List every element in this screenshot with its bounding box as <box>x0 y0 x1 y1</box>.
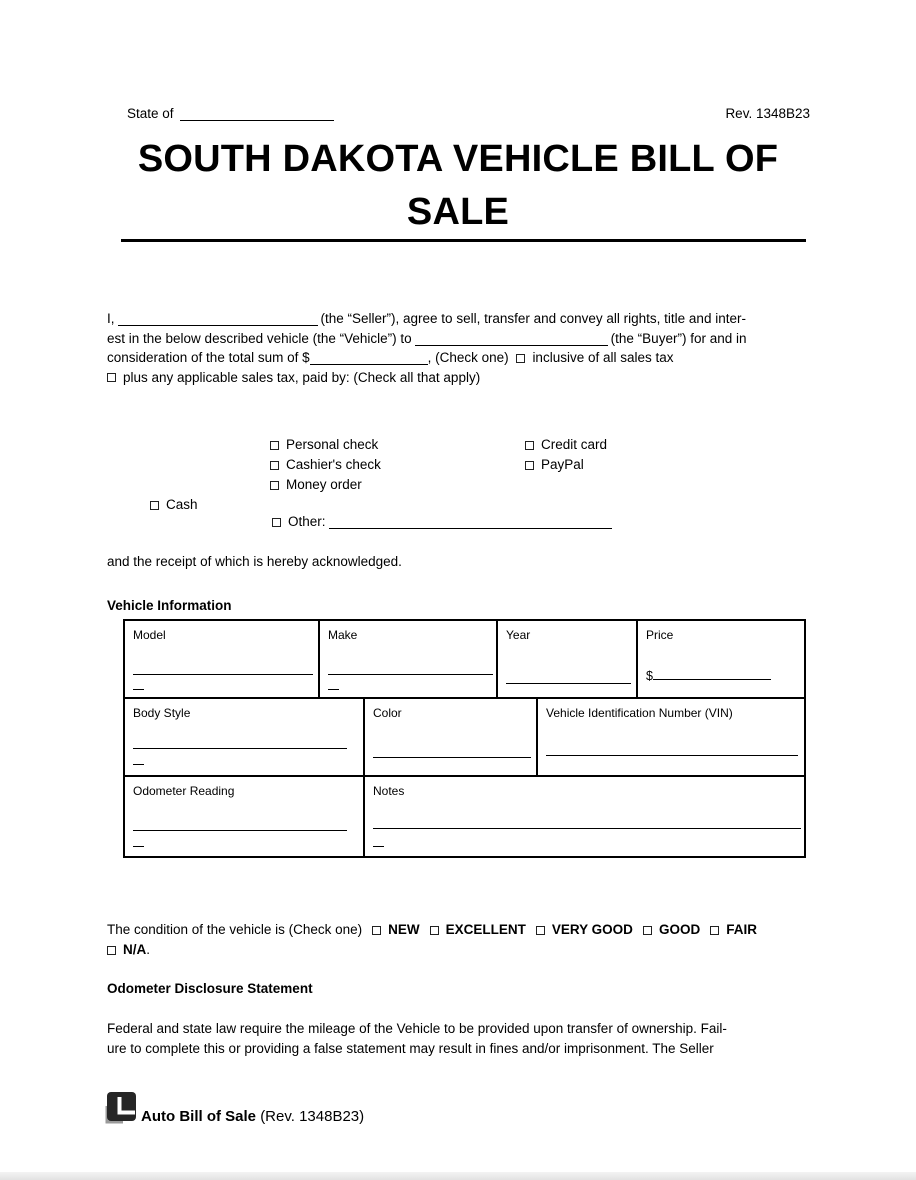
payment-option-credit-card: Credit card <box>525 435 607 455</box>
vehicle-information-table <box>123 619 806 858</box>
intro-line3: consideration of the total sum of $ , (Check one) inclusive of all sales tax <box>107 350 674 365</box>
other-payment-field[interactable] <box>329 515 612 529</box>
model-cell[interactable] <box>125 621 320 697</box>
model-label: Model <box>133 628 166 642</box>
odometer-field-wrap <box>133 846 144 847</box>
payment-option-personal-check: Personal check <box>270 435 378 455</box>
odometer-cell[interactable] <box>125 777 365 856</box>
condition-fair-checkbox[interactable] <box>710 926 719 935</box>
l-bracket-logo-icon <box>104 1091 138 1125</box>
make-field[interactable] <box>328 674 493 675</box>
page-title <box>115 133 801 239</box>
personal-check-checkbox[interactable] <box>270 441 279 450</box>
condition-good-checkbox[interactable] <box>643 926 652 935</box>
vin-label: Vehicle Identification Number (VIN) <box>546 706 733 720</box>
revision-number: Rev. 1348B23 <box>725 106 810 121</box>
body-style-label: Body Style <box>133 706 191 720</box>
condition-excellent-checkbox[interactable] <box>430 926 439 935</box>
receipt-acknowledgement: and the receipt of which is hereby acknowledged. <box>107 554 402 569</box>
year-label: Year <box>506 628 531 642</box>
payment-option-paypal: PayPal <box>525 455 584 475</box>
year-field[interactable] <box>506 683 631 684</box>
money-order-checkbox[interactable] <box>270 481 279 490</box>
vin-field[interactable] <box>546 755 798 756</box>
body-style-cell[interactable] <box>125 699 365 775</box>
cashiers-check-checkbox[interactable] <box>270 461 279 470</box>
inclusive-sales-tax-checkbox[interactable] <box>516 354 525 363</box>
vin-cell[interactable] <box>538 699 804 775</box>
notes-label: Notes <box>373 784 405 798</box>
make-label: Make <box>328 628 358 642</box>
model-field-wrap <box>133 689 144 690</box>
other-checkbox[interactable] <box>272 518 281 527</box>
plus-sales-tax-checkbox[interactable] <box>107 373 116 382</box>
price-field[interactable] <box>653 670 771 680</box>
notes-field[interactable] <box>373 828 801 829</box>
make-field-wrap <box>328 689 339 690</box>
payment-option-money-order: Money order <box>270 475 362 495</box>
intro-paragraph <box>107 309 746 387</box>
odometer-paragraph-line1: Federal and state law require the mileage of the Vehicle to be provided upon transfer of ownership. Fail- <box>107 1021 727 1036</box>
page-title-line1: SOUTH DAKOTA VEHICLE BILL OF <box>137 138 779 180</box>
intro-line4: plus any applicable sales tax, paid by: (Check all that apply) <box>107 368 746 388</box>
odometer-paragraph-line2: ure to complete this or providing a false statement may result in fines and/or imprisonment. The Seller <box>107 1040 714 1056</box>
page-bottom-edge <box>0 1172 916 1180</box>
condition-very-good-checkbox[interactable] <box>536 926 545 935</box>
state-blank-field[interactable] <box>180 107 334 121</box>
cash-checkbox[interactable] <box>150 501 159 510</box>
brand-logo-icon <box>104 1091 138 1125</box>
paypal-checkbox[interactable] <box>525 461 534 470</box>
buyer-name-field[interactable] <box>415 332 608 346</box>
payment-option-cash: Cash <box>150 495 198 515</box>
state-of-label: State of <box>127 106 174 121</box>
odometer-field[interactable] <box>133 830 347 831</box>
color-field[interactable] <box>373 757 531 758</box>
credit-card-checkbox[interactable] <box>525 441 534 450</box>
intro-line2: est in the below described vehicle (the “Vehicle”) to (the “Buyer”) for and in <box>107 330 747 346</box>
state-of-line <box>127 106 337 121</box>
seller-name-field[interactable] <box>118 312 318 326</box>
body-style-field[interactable] <box>133 748 347 749</box>
intro-line1: I, (the “Seller”), agree to sell, transfer and convey all rights, title and inter- <box>107 311 746 326</box>
footer-brand-rev: (Rev. 1348B23) <box>260 1108 365 1125</box>
condition-new-checkbox[interactable] <box>372 926 381 935</box>
price-cell[interactable] <box>638 621 804 697</box>
table-row <box>125 621 804 699</box>
table-row <box>125 699 804 777</box>
odometer-disclosure-paragraph <box>107 1019 727 1058</box>
year-cell[interactable] <box>498 621 638 697</box>
make-cell[interactable] <box>320 621 498 697</box>
color-cell[interactable] <box>365 699 538 775</box>
footer-brand-name: Auto Bill of Sale <box>141 1108 257 1125</box>
table-row <box>125 777 804 856</box>
condition-line2: N/A. <box>107 940 757 960</box>
condition-statement <box>107 920 757 960</box>
body-style-field-wrap <box>133 764 144 765</box>
price-field-group <box>646 669 771 683</box>
dollar-sign: $ <box>646 669 653 683</box>
payment-option-cashiers-check: Cashier's check <box>270 455 381 475</box>
footer-brand-line <box>141 1108 364 1125</box>
vehicle-information-heading: Vehicle Information <box>107 598 232 613</box>
page-title-line2: SALE <box>406 191 510 233</box>
notes-cell[interactable] <box>365 777 804 856</box>
total-sum-field[interactable] <box>310 351 428 365</box>
model-field[interactable] <box>133 674 313 675</box>
odometer-label: Odometer Reading <box>133 784 235 798</box>
price-label: Price <box>646 628 674 642</box>
odometer-disclosure-heading: Odometer Disclosure Statement <box>107 981 313 996</box>
condition-line1: The condition of the vehicle is (Check one) NEW EXCELLENT VERY GOOD GOOD FAIR <box>107 922 757 937</box>
notes-field-wrap <box>373 846 384 847</box>
color-label: Color <box>373 706 402 720</box>
condition-na-checkbox[interactable] <box>107 946 116 955</box>
payment-option-other: Other: <box>272 512 615 532</box>
title-rule <box>121 239 806 242</box>
